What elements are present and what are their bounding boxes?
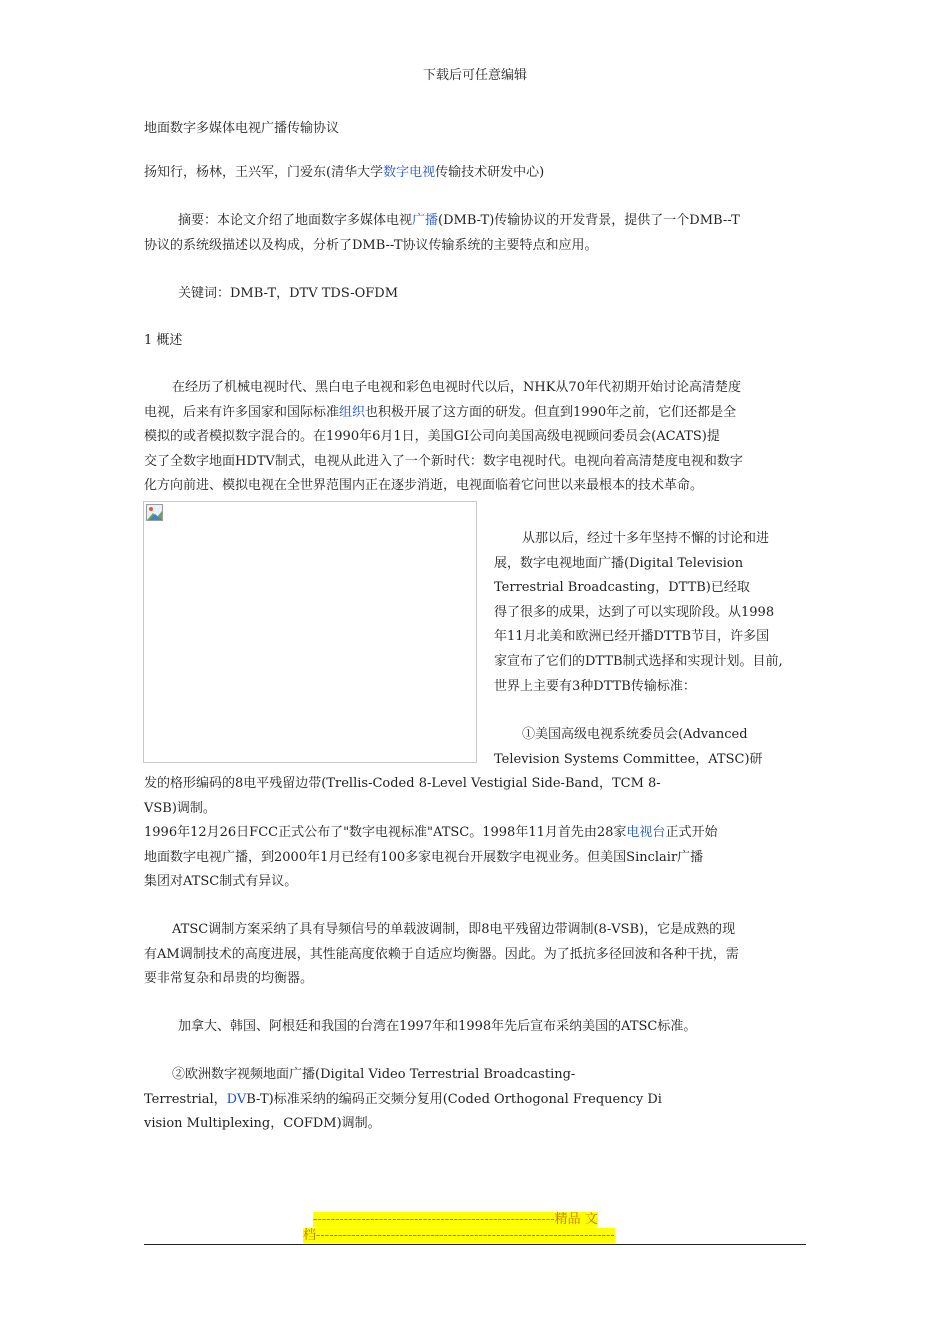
- broken-image-icon: [146, 504, 163, 521]
- atsc-mod-line3: 要非常复杂和昂贵的均衡器。: [144, 971, 314, 987]
- abstract: [144, 209, 808, 258]
- para1-line2-cont: 也积极开展了这方面的研发。但直到1990年之前，它们还都是全: [365, 404, 737, 420]
- side-line2: 展，数字电视地面广播(Digital Television: [494, 555, 744, 571]
- document-title: 地面数字多媒体电视广播传输协议: [144, 121, 340, 136]
- atsc-history-line1-cont: 正式开始: [665, 825, 718, 840]
- atsc-mod-line2: 有AM调制技术的高度进展，其性能高度依赖于自适应均衡器。因此。为了抵抗多径回波和各种干扰，需: [144, 946, 739, 962]
- atsc-intro-line1: ①美国高级电视系统委员会(Advanced: [522, 727, 748, 742]
- side-line4: 得了很多的成果，达到了可以实现阶段。从1998: [494, 604, 775, 620]
- atsc-intro-line2: Television Systems Committee，ATSC)研: [494, 751, 763, 767]
- dvb-line1: ②欧洲数字视频地面广播(Digital Video Terrestrial Broadcasting-: [172, 1067, 576, 1082]
- link-broadcast[interactable]: 广播: [412, 213, 439, 228]
- image-placeholder: [143, 501, 477, 763]
- atsc-history-line3: 集团对ATSC制式有异议。: [144, 874, 298, 890]
- para1-line5: 化方向前进、模拟电视在全世界范围内正在逐步消逝，电视面临着它问世以来最根本的技术革命。: [144, 478, 704, 494]
- footer-label-2: 档: [303, 1228, 317, 1243]
- side-line7: 世界上主要有3种DTTB传输标准：: [494, 678, 696, 694]
- link-organization[interactable]: 组织: [339, 404, 366, 420]
- atsc-mod-line1: ATSC调制方案采纳了具有导频信号的单载波调制，即8电平残留边带调制(8-VSB)，它是成熟的现: [172, 922, 736, 937]
- dvb-paragraph: [144, 1063, 808, 1137]
- footer-label-1: 精品 文: [554, 1212, 598, 1227]
- side-paragraph: [494, 527, 814, 699]
- authors-affiliation: 传输技术研发中心): [435, 165, 545, 180]
- side-line3: Terrestrial Broadcasting，DTTB)已经取: [494, 580, 750, 596]
- abstract-text: 摘要：本论文介绍了地面数字多媒体电视: [178, 213, 413, 228]
- atsc-history-line1: 1996年12月26日FCC正式公布了"数字电视标准"ATSC。1998年11月首先由28家: [144, 825, 627, 840]
- footer-dashes-2: --------------------------------------------------------------------: [316, 1228, 615, 1243]
- adoption-statement: 加拿大、韩国、阿根廷和我国的台湾在1997年和1998年先后宣布采纳美国的ATSC标准。: [178, 1019, 697, 1034]
- dvb-line3: vision Multiplexing，COFDM)调制。: [144, 1116, 381, 1132]
- link-dvb[interactable]: DV: [226, 1091, 247, 1107]
- footer-rule: [144, 1244, 806, 1245]
- footer-line1: [313, 1212, 663, 1228]
- link-tv-station[interactable]: 电视台: [626, 825, 666, 840]
- atsc-intro-cont: [144, 772, 808, 821]
- footer-dashes-1: -------------------------------------------------------: [313, 1212, 555, 1227]
- atsc-intro-line4: VSB)调制。: [144, 800, 216, 816]
- link-digital-tv[interactable]: 数字电视: [383, 165, 436, 180]
- atsc-history: [144, 821, 808, 895]
- para1-line1: 在经历了机械电视时代、黑白电子电视和彩色电视时代以后，NHK从70年代初期开始讨论高清楚度: [172, 380, 741, 395]
- atsc-intro-line3: 发的格形编码的8电平残留边带(Trellis-Coded 8-Level Vestigial Side-Band，TCM 8-: [144, 776, 661, 791]
- dvb-line2: Terrestrial，: [144, 1091, 227, 1107]
- dvb-line2-cont: B-T)标准采纳的编码正交频分复用(Coded Orthogonal Frequency Di: [246, 1091, 662, 1107]
- atsc-history-line2: 地面数字电视广播，到2000年1月已经有100多家电视台开展数字电视业务。但美国Sinclair广播: [144, 849, 704, 865]
- atsc-modulation: [144, 918, 808, 992]
- side-line6: 家宣布了它们的DTTB制式选择和实现计划。目前,: [494, 653, 783, 669]
- page-header: 下载后可任意编辑: [422, 68, 527, 83]
- authors-text: 扬知行，杨林，王兴军，门爱东(清华大学: [144, 165, 384, 180]
- paragraph-intro: [144, 376, 808, 499]
- authors-line: [144, 161, 808, 186]
- atsc-intro-side: [494, 723, 814, 772]
- side-line1: 从那以后，经过十多年坚持不懈的讨论和进: [522, 531, 770, 546]
- para1-line4: 交了全数字地面HDTV制式，电视从此进入了一个新时代：数字电视时代。电视向着高清楚度电视和数字: [144, 453, 743, 469]
- footer-line2: [303, 1228, 653, 1244]
- section-heading: 1 概述: [144, 333, 183, 348]
- abstract-text-cont: (DMB-T)传输协议的开发背景，提供了一个DMB--T: [438, 213, 740, 228]
- keywords: 关键词：DMB-T，DTV TDS-OFDM: [178, 286, 399, 301]
- abstract-line2: 协议的系统级描述以及构成，分析了DMB--T协议传输系统的主要特点和应用。: [144, 237, 598, 253]
- para1-line2: 电视，后来有许多国家和国际标准: [144, 404, 340, 420]
- side-line5: 年11月北美和欧洲已经开播DTTB节目，许多国: [494, 629, 770, 645]
- para1-line3: 模拟的或者模拟数字混合的。在1990年6月1日，美国GI公司向美国高级电视顾问委员会(ACATS)提: [144, 429, 720, 445]
